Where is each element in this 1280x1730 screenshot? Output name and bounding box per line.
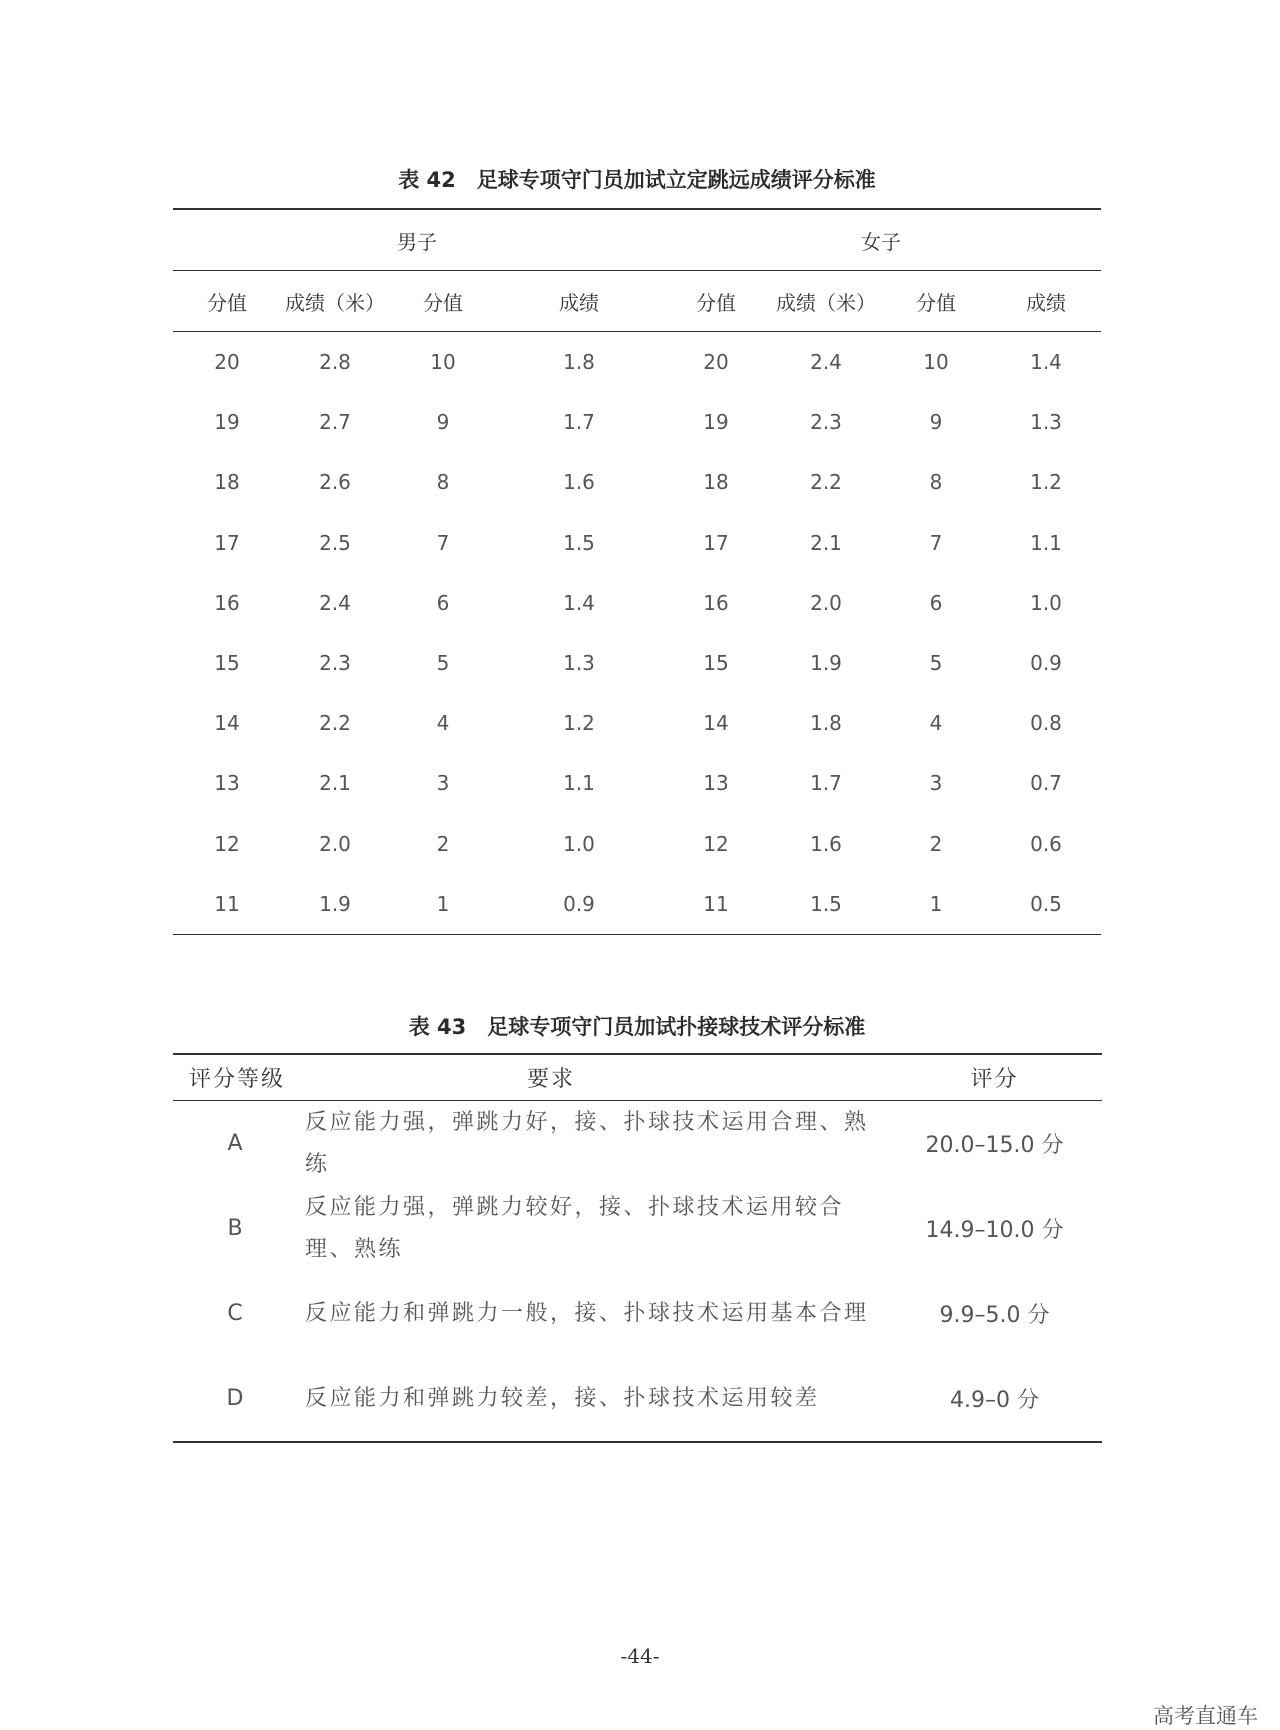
table-row [173,874,1101,935]
table-cell: 11 [173,874,281,935]
male-label: 男子 [173,209,661,271]
table-cell: 16 [214,590,240,615]
table-cell: 2.1 [810,530,842,555]
table-cell: 13 [703,771,729,796]
table-cell: 20 [214,350,240,375]
table-row [173,633,1101,693]
table-cell: 15 [214,651,240,676]
table-cell: 14 [703,711,729,736]
table-cell: 3 [436,771,450,796]
score-cell: 14.9–10.0 分 [925,1218,1064,1243]
table-cell: 8 [436,470,450,495]
table-cell: 1.1 [563,771,595,796]
grade-cell: D [173,1356,297,1442]
table-row [173,452,1101,512]
table-cell: 1.5 [771,874,881,935]
column-header-grade: 评分等级 [173,1054,297,1101]
table-row [173,513,1101,573]
page-number: -44- [620,1644,660,1668]
table-cell: 2.4 [810,350,842,375]
table-cell: 6 [929,590,943,615]
table-cell: 2.5 [319,530,351,555]
table-cell: 9 [929,410,943,435]
table-cell: 5 [929,651,943,676]
table-cell: 0.9 [1030,651,1062,676]
table-cell: 17 [214,530,240,555]
column-header-requirement: 要求 [297,1054,887,1101]
table-cell: 19 [214,410,240,435]
table-cell: 0.9 [497,874,661,935]
table-row [173,1186,1102,1271]
score-cell: 20.0–15.0 分 [925,1133,1064,1158]
table-cell: 1.0 [1030,590,1062,615]
table-cell: 13 [214,771,240,796]
column-header: 成绩（米） [281,271,389,332]
table-cell: 0.6 [1030,831,1062,856]
table-cell: 3 [929,771,943,796]
table-cell: 2.0 [319,831,351,856]
requirement-cell: 反应能力和弹跳力较差，接、扑球技术运用较差 [297,1356,887,1442]
table-cell: 0.7 [1030,771,1062,796]
table-cell: 0.5 [991,874,1101,935]
table-cell: 19 [703,410,729,435]
table-cell: 2.3 [319,651,351,676]
table-row [173,1356,1102,1442]
table-cell: 2.6 [319,470,351,495]
requirement-cell: 反应能力强，弹跳力好，接、扑球技术运用合理、熟练 [305,1109,869,1177]
table-cell: 1.8 [810,711,842,736]
table-42 [173,208,1101,935]
table-cell: 4 [929,711,943,736]
table-cell: 1.2 [1030,470,1062,495]
table-cell: 1.6 [563,470,595,495]
table-cell: 15 [703,651,729,676]
watermark-text: 高考直通车 [1153,1704,1258,1728]
requirement-cell: 反应能力和弹跳力一般，接、扑球技术运用基本合理 [305,1300,869,1326]
table-cell: 1.1 [1030,530,1062,555]
table-cell: 2 [436,831,450,856]
table-cell: 17 [703,530,729,555]
table-cell: 1.9 [810,651,842,676]
table-cell: 18 [214,470,240,495]
table-cell: 7 [436,530,450,555]
table-cell: 7 [929,530,943,555]
column-header: 分值 [389,271,497,332]
table-row [173,1101,1102,1187]
table-cell: 8 [929,470,943,495]
table-cell: 1.4 [563,590,595,615]
grade-cell: B [227,1216,243,1241]
column-header: 成绩（米） [771,271,881,332]
table-cell: 1.3 [1030,410,1062,435]
column-header-row [173,271,1101,332]
table-42-caption: 表 42 足球专项守门员加试立定跳远成绩评分标准 [398,168,876,192]
column-header: 成绩 [497,271,661,332]
female-label: 女子 [661,209,1101,271]
table-cell: 1.7 [810,771,842,796]
table-cell: 1.8 [563,350,595,375]
table-row [173,573,1101,633]
table-row [173,814,1101,874]
column-header: 分值 [661,271,771,332]
table-cell: 1.2 [563,711,595,736]
table-cell: 10 [430,350,456,375]
table-cell: 1.6 [810,831,842,856]
table-cell: 2.0 [810,590,842,615]
table-cell: 9 [436,410,450,435]
grade-cell: A [227,1131,243,1156]
table-43-caption: 表 43 足球专项守门员加试扑接球技术评分标准 [408,1015,866,1039]
table-row [173,392,1101,452]
grade-cell: C [227,1301,243,1326]
table-cell: 20 [703,350,729,375]
table-cell: 1.0 [563,831,595,856]
table-cell: 1.5 [563,530,595,555]
table-cell: 2.8 [319,350,351,375]
table-cell: 2.1 [319,771,351,796]
table-row [173,1271,1102,1356]
table-cell: 12 [703,831,729,856]
column-header: 分值 [881,271,991,332]
table-cell: 1.4 [1030,350,1062,375]
table-cell: 16 [703,590,729,615]
table-cell: 1.9 [281,874,389,935]
score-cell: 9.9–5.0 分 [939,1303,1050,1328]
column-header: 成绩 [991,271,1101,332]
table-cell: 0.8 [1030,711,1062,736]
table-row [173,753,1101,813]
column-header-score: 评分 [887,1054,1102,1101]
table-cell: 1 [389,874,497,935]
table-cell: 2.4 [319,590,351,615]
table-cell: 14 [214,711,240,736]
table-cell: 4 [436,711,450,736]
table-cell: 2.2 [810,470,842,495]
table-cell: 1.3 [563,651,595,676]
column-header-row [173,1054,1102,1101]
table-cell: 2.3 [810,410,842,435]
table-cell: 18 [703,470,729,495]
column-header: 分值 [173,271,281,332]
table-cell: 2.7 [319,410,351,435]
table-cell: 1.7 [563,410,595,435]
table-cell: 10 [923,350,949,375]
table-cell: 2 [929,831,943,856]
table-cell: 12 [214,831,240,856]
table-43 [173,1053,1102,1443]
table-cell: 2.2 [319,711,351,736]
table-cell: 11 [661,874,771,935]
table-cell: 1 [881,874,991,935]
table-row [173,693,1101,753]
table-cell: 5 [436,651,450,676]
table-cell: 6 [436,590,450,615]
score-cell: 4.9–0 分 [887,1356,1102,1442]
gender-header-row [173,209,1101,271]
table-row [173,332,1101,393]
requirement-cell: 反应能力强，弹跳力较好，接、扑球技术运用较合理、熟练 [305,1194,845,1262]
